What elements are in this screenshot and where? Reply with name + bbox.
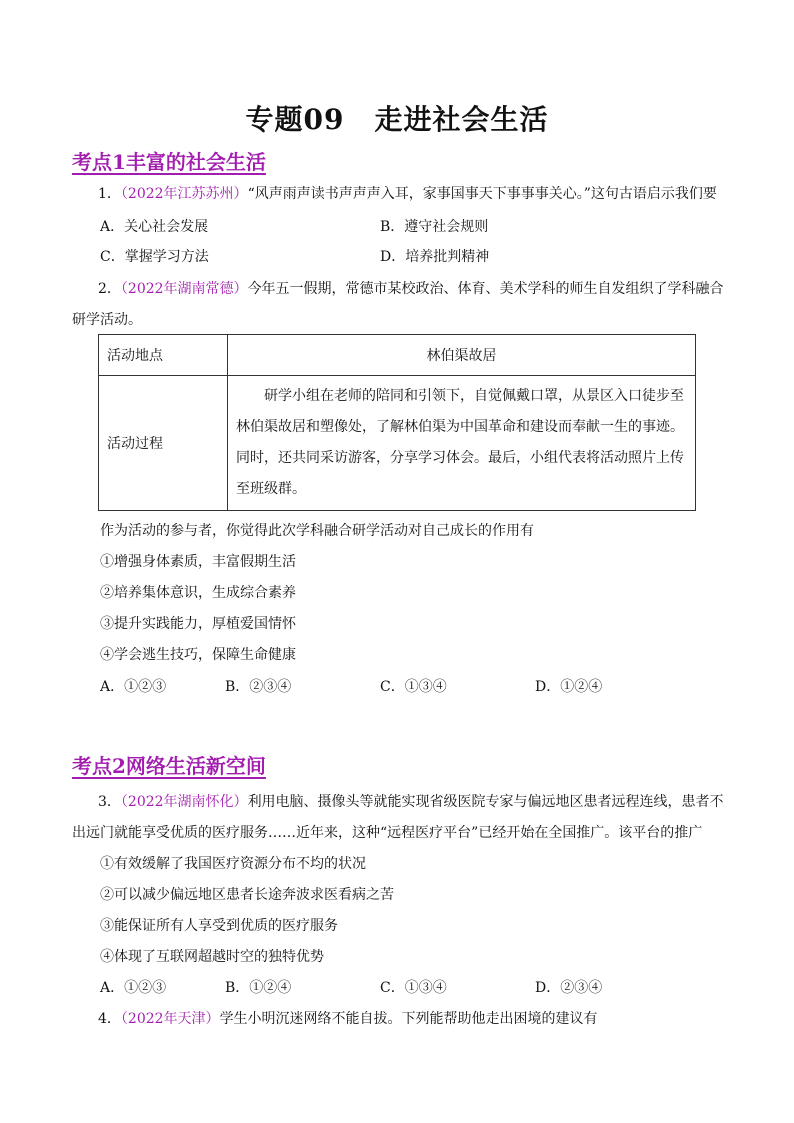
- q2-statement-1: ①增强身体素质，丰富假期生活: [100, 554, 296, 570]
- q1-option-c: C．掌握学习方法: [100, 249, 209, 265]
- q1-source: （2022年江苏苏州）: [120, 186, 248, 202]
- q1-option-a: A．关心社会发展: [100, 219, 209, 235]
- q3-number: 3．: [98, 794, 121, 810]
- q2-statement-4: ④学会逃生技巧，保障生命健康: [100, 647, 296, 663]
- title-part2: 走进社会生活: [374, 103, 549, 136]
- q2-option-d: D．①②④: [535, 679, 603, 695]
- table-cell-process-value: [228, 376, 696, 511]
- q1-number: 1．: [98, 186, 121, 202]
- question-4: [98, 1008, 598, 1028]
- q3-option-c: C．①③④: [380, 980, 447, 996]
- section-title-1: 考点1丰富的社会生活: [72, 150, 266, 174]
- table-cell-location-value: 林伯渠故居: [228, 335, 696, 376]
- q1-stem: “风声雨声读书声声声入耳，家事国事天下事事事关心。”这句古语启示我们要: [247, 186, 717, 202]
- question-2: [98, 278, 724, 298]
- q3-option-d: D．②③④: [535, 980, 603, 996]
- q2-source: （2022年湖南常德）: [120, 281, 248, 297]
- process-line: 研学小组在老师的陪同和引领下，自觉佩戴口罩，从景区入口徒步至: [264, 388, 684, 404]
- page-title: [0, 98, 794, 138]
- title-part1: 专题09: [245, 103, 345, 136]
- table-row: [99, 335, 696, 376]
- q1-option-d: D．培养批判精神: [380, 249, 490, 265]
- q4-stem: 学生小明沉迷网络不能自拔。下列能帮助他走出困境的建议有: [219, 1011, 598, 1027]
- q4-source: （2022年天津）: [120, 1011, 220, 1027]
- process-line: 至班级群。: [236, 481, 306, 497]
- q3-statement-1: ①有效缓解了我国医疗资源分布不均的状况: [100, 856, 366, 872]
- activity-table: [98, 334, 696, 511]
- q3-statement-2: ②可以减少偏远地区患者长途奔波求医看病之苦: [100, 887, 394, 903]
- q1-option-b: B．遵守社会规则: [380, 219, 489, 235]
- process-line: 林伯渠故居和塑像处，了解林伯渠为中国革命和建设而奉献一生的事迹。: [236, 419, 684, 435]
- q2-stem-line1: 今年五一假期，常德市某校政治、体育、美术学科的师生自发组织了学科融合: [247, 281, 724, 297]
- process-line: 同时，还共同采访游客，分享学习体会。最后，小组代表将活动照片上传: [236, 450, 684, 466]
- q2-option-a: A．①②③: [100, 679, 167, 695]
- q2-statement-3: ③提升实践能力，厚植爱国情怀: [100, 616, 296, 632]
- q2-option-b: B．②③④: [225, 679, 292, 695]
- q3-stem-line2: 出远门就能享受优质的医疗服务……近年来，这种“远程医疗平台”已经开始在全国推广。该平台的推广: [72, 825, 703, 841]
- table-row: [99, 376, 696, 511]
- table-cell-process-label: 活动过程: [99, 376, 228, 511]
- q3-source: （2022年湖南怀化）: [120, 794, 248, 810]
- question-3: [98, 791, 724, 811]
- q2-stem-line2: 研学活动。: [72, 312, 142, 328]
- q2-option-c: C．①③④: [380, 679, 447, 695]
- table-cell-location-label: 活动地点: [99, 335, 228, 376]
- q2-question: 作为活动的参与者，你觉得此次学科融合研学活动对自己成长的作用有: [100, 523, 534, 539]
- q3-statement-4: ④体现了互联网超越时空的独特优势: [100, 949, 324, 965]
- q3-option-a: A．①②③: [100, 980, 167, 996]
- question-1: [98, 183, 717, 203]
- q3-stem-line1: 利用电脑、摄像头等就能实现省级医院专家与偏远地区患者远程连线，患者不: [247, 794, 724, 810]
- q2-statement-2: ②培养集体意识，生成综合素养: [100, 585, 296, 601]
- q3-option-b: B．①②④: [225, 980, 292, 996]
- q3-statement-3: ③能保证所有人享受到优质的医疗服务: [100, 918, 338, 934]
- q4-number: 4．: [98, 1011, 121, 1027]
- section-title-2: 考点2网络生活新空间: [72, 754, 266, 778]
- q2-number: 2．: [98, 281, 121, 297]
